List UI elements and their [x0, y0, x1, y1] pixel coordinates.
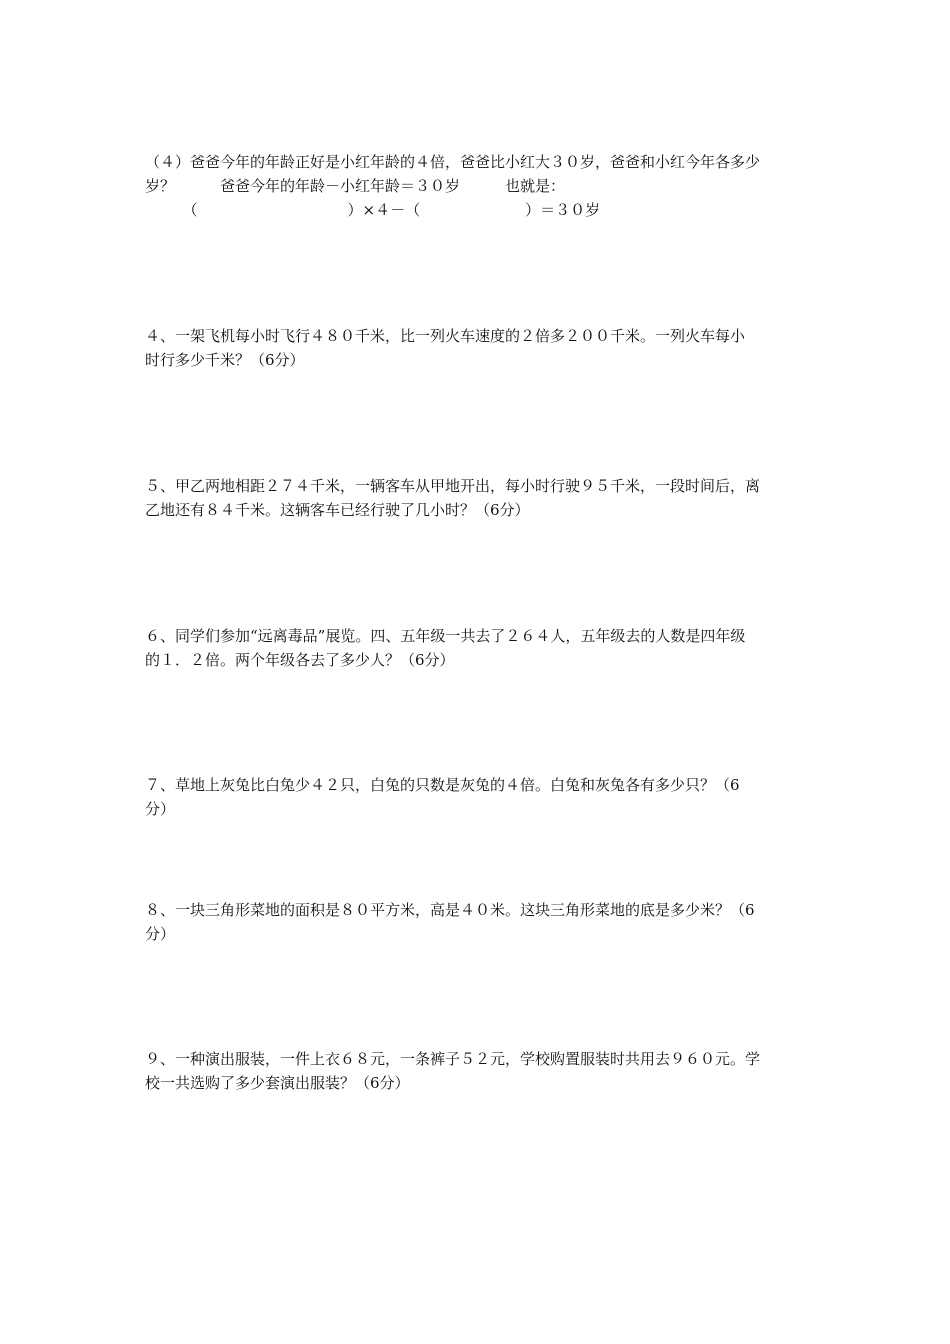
question-text-line: 岁？ 爸爸今年的年龄－小红年龄＝３０岁 也就是：	[145, 177, 566, 195]
question-text-line: ９、一种演出服装，一件上衣６８元，一条裤子５２元，学校购置服装时共用去９６０元。学	[145, 1050, 761, 1068]
question-text-line: 乙地还有８４千米。这辆客车已经行驶了几小时？（6分）	[145, 501, 530, 519]
question-text-line: 分）	[145, 800, 176, 818]
question-text-line: ６、同学们参加“远离毒品”展览。四、五年级一共去了２６４人，五年级去的人数是四年级	[145, 627, 746, 645]
question-text-line: ８、一块三角形菜地的面积是８０平方米，高是４０米。这块三角形菜地的底是多少米？（6	[145, 901, 755, 919]
question-text-line: 校一共选购了多少套演出服装？（6分）	[145, 1074, 410, 1092]
question-text-line: 时行多少千米？（6分）	[145, 351, 305, 369]
question-text-line: ５、甲乙两地相距２７４千米，一辆客车从甲地开出，每小时行驶９５千米，一段时间后，离	[145, 477, 761, 495]
question-text-line: 的１．２倍。两个年级各去了多少人？（6分）	[145, 651, 455, 669]
question-text-line: 分）	[145, 925, 176, 943]
question-text-line: ７、草地上灰兔比白兔少４２只，白兔的只数是灰兔的４倍。白兔和灰兔各有多少只？（6	[145, 776, 740, 794]
equation-blank-line: （ ）×４－（ ）＝３０岁	[145, 201, 601, 219]
question-text-line: （４）爸爸今年的年龄正好是小红年龄的４倍，爸爸比小红大３０岁，爸爸和小红今年各多少	[145, 153, 761, 171]
question-text-line: ４、一架飞机每小时飞行４８０千米，比一列火车速度的２倍多２００千米。一列火车每小	[145, 327, 746, 345]
